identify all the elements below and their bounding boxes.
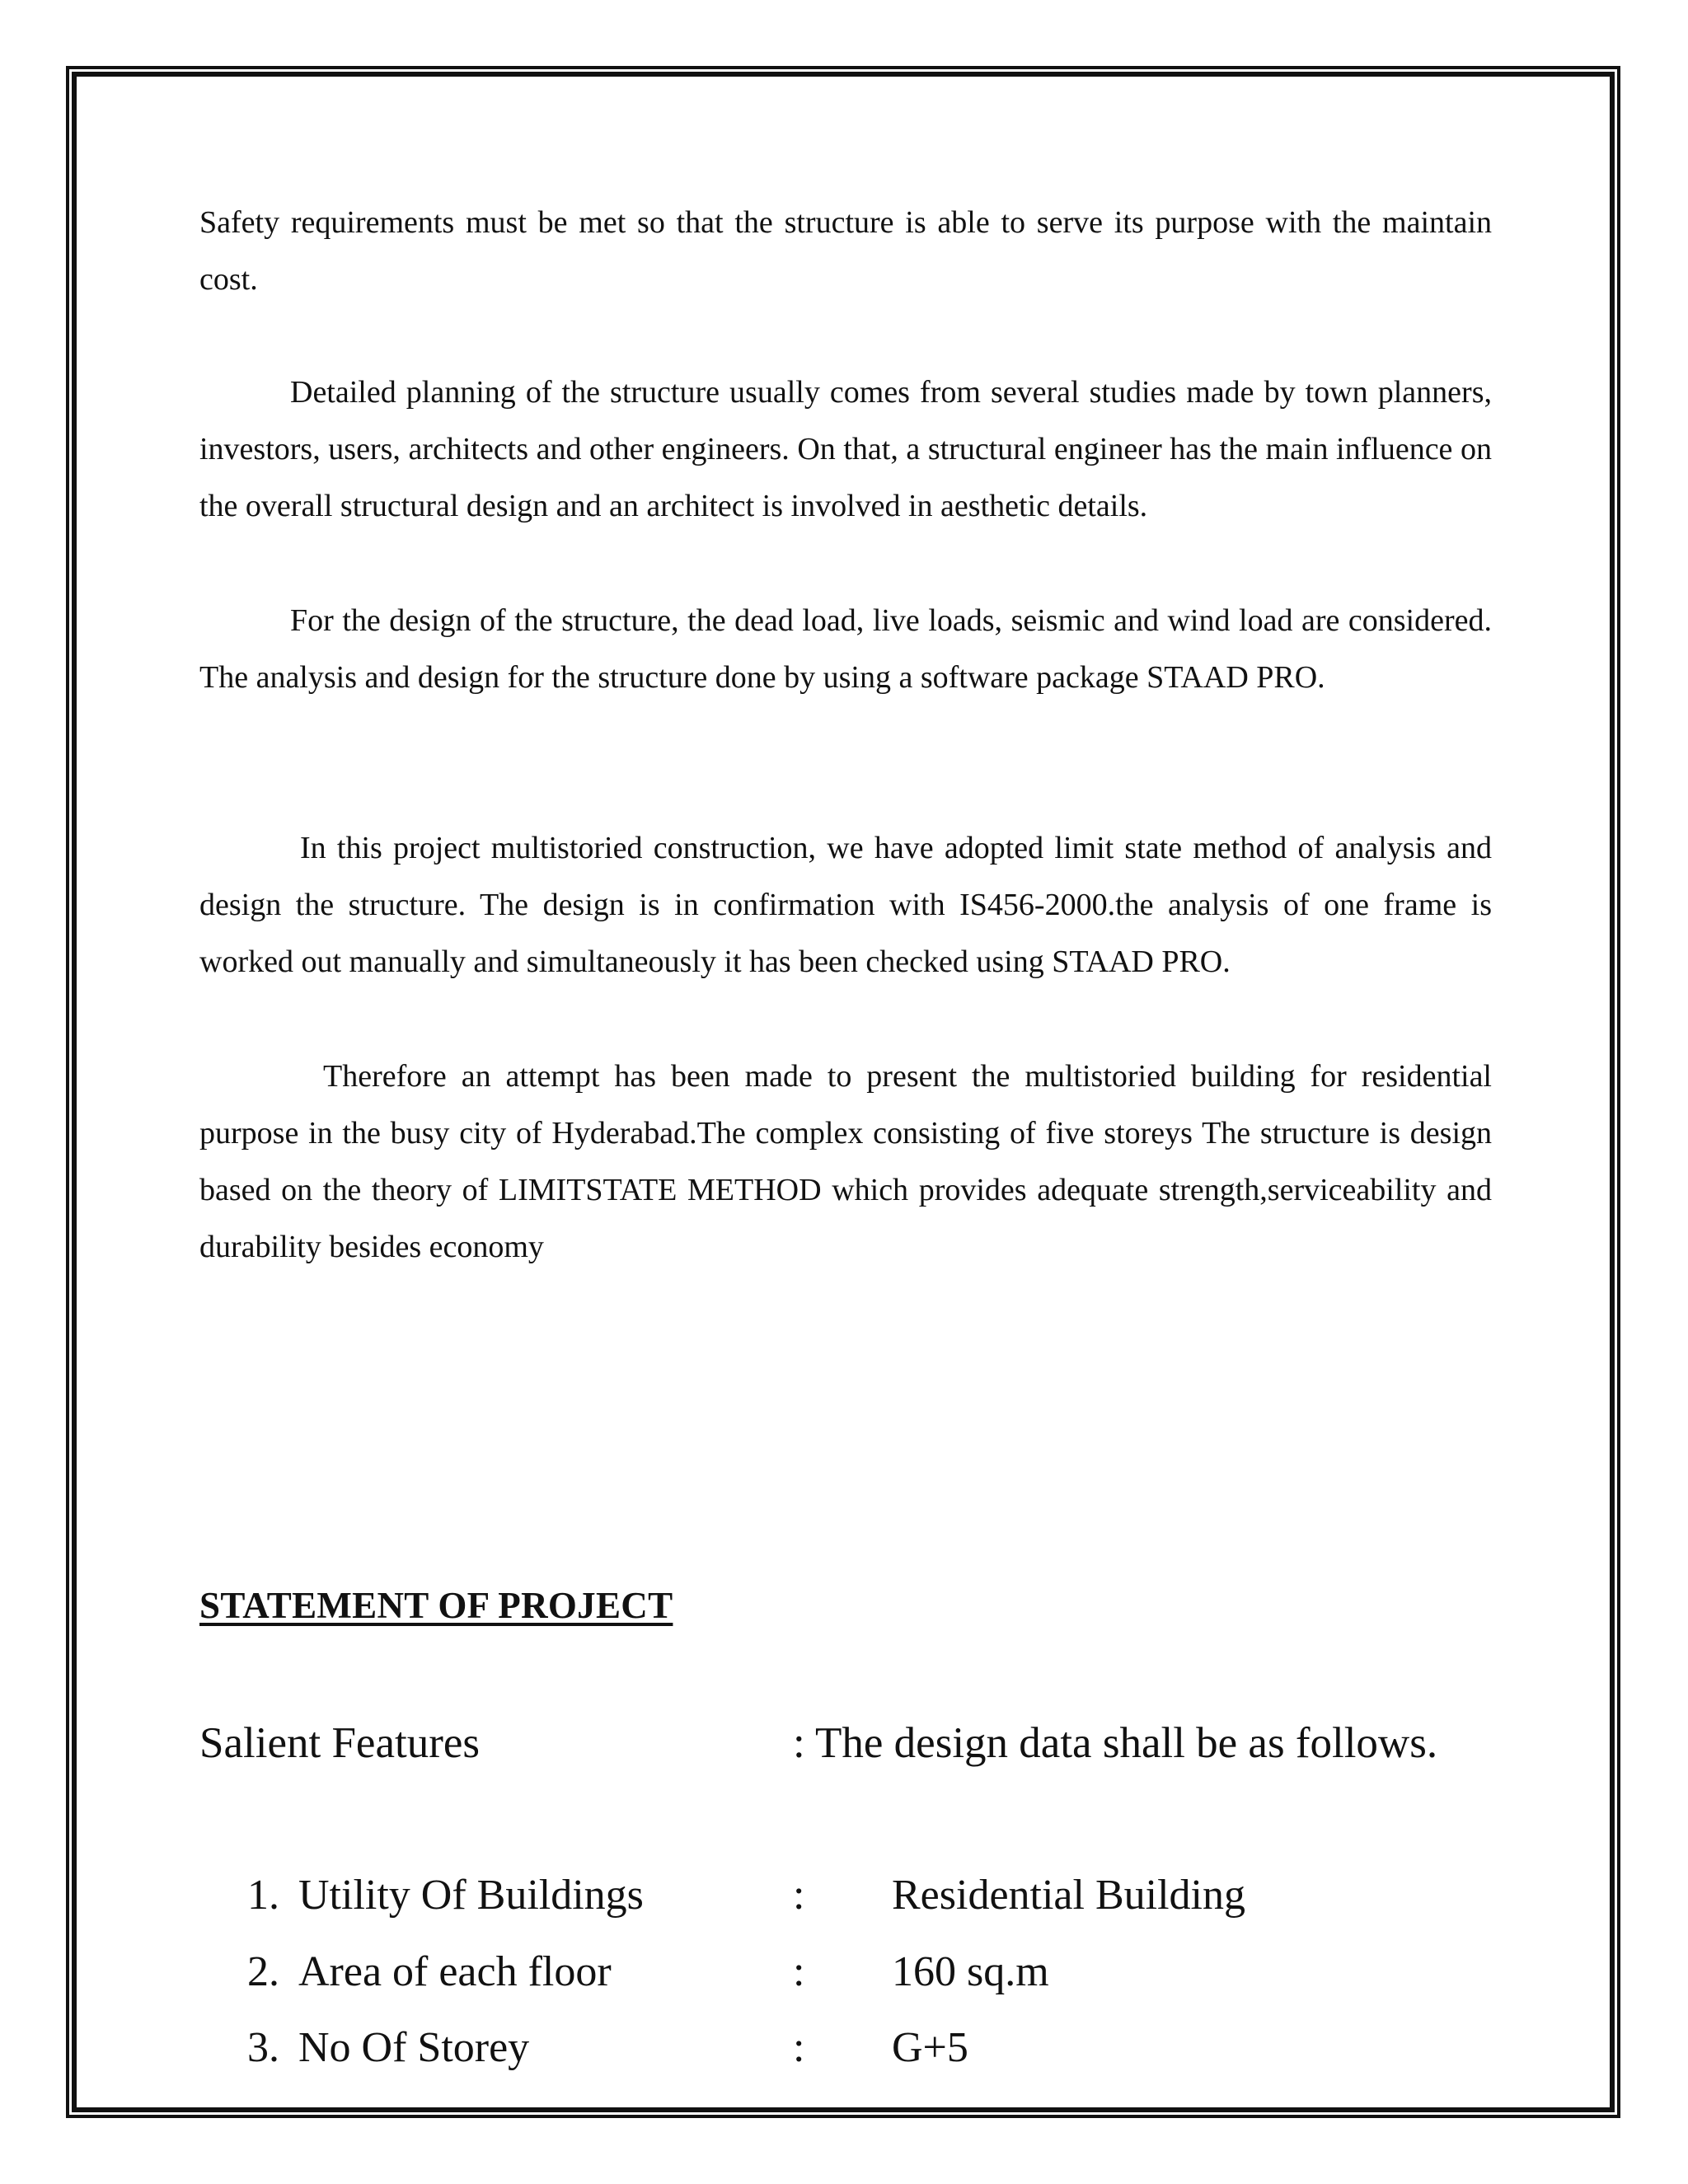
feature-colon: : [793,1872,805,1919]
feature-value: Residential Building [892,1872,1245,1919]
feature-value: G+5 [892,2024,968,2071]
feature-number: 1. [247,1872,279,1919]
feature-row-area [0,1947,1688,2005]
section-heading-statement: STATEMENT OF PROJECT [199,1585,673,1626]
paragraph-planning: Detailed planning of the structure usually comes from several studies made by town planners, investors, users, architects and other engineers. On that, a structural engineer has the main influence on the overall structural design and an architect is involved in aesthetic details. [199,375,1492,523]
feature-value: 160 sq.m [892,1948,1049,1995]
feature-colon: : [793,2024,805,2071]
salient-features-label: Salient Features [199,1719,480,1767]
paragraph-loads: For the design of the structure, the dead load, live loads, seismic and wind load are considered. The analysis and design for the structure done by using a software package STAAD PRO. [199,603,1492,695]
paragraph-conclusion: Therefore an attempt has been made to present the multistoried building for residential purpose in the busy city of Hyderabad.The complex consisting of five storeys The structure is design based on the theory of LIMITSTATE METHOD which provides adequate strength,serviceability and durability besides economy [199,1059,1492,1264]
feature-label: Utility Of Buildings [298,1872,644,1919]
paragraph-method: In this project multistoried construction, we have adopted limit state method of analysis and design the structure. The design is in confirmation with IS456-2000.the analysis of one frame is worked out manually and simultaneously it has been checked using STAAD PRO. [199,831,1492,979]
feature-number: 2. [247,1948,279,1995]
feature-number: 3. [247,2024,279,2071]
paragraph-safety: Safety requirements must be met so that the structure is able to serve its purpose with the maintain cost. [199,205,1492,297]
feature-row-storey [0,2023,1688,2081]
feature-colon: : [793,1948,805,1995]
salient-features-value: : The design data shall be as follows. [793,1719,1438,1767]
feature-row-utility [0,1871,1688,1929]
feature-label: Area of each floor [298,1948,612,1995]
feature-label: No Of Storey [298,2024,530,2071]
